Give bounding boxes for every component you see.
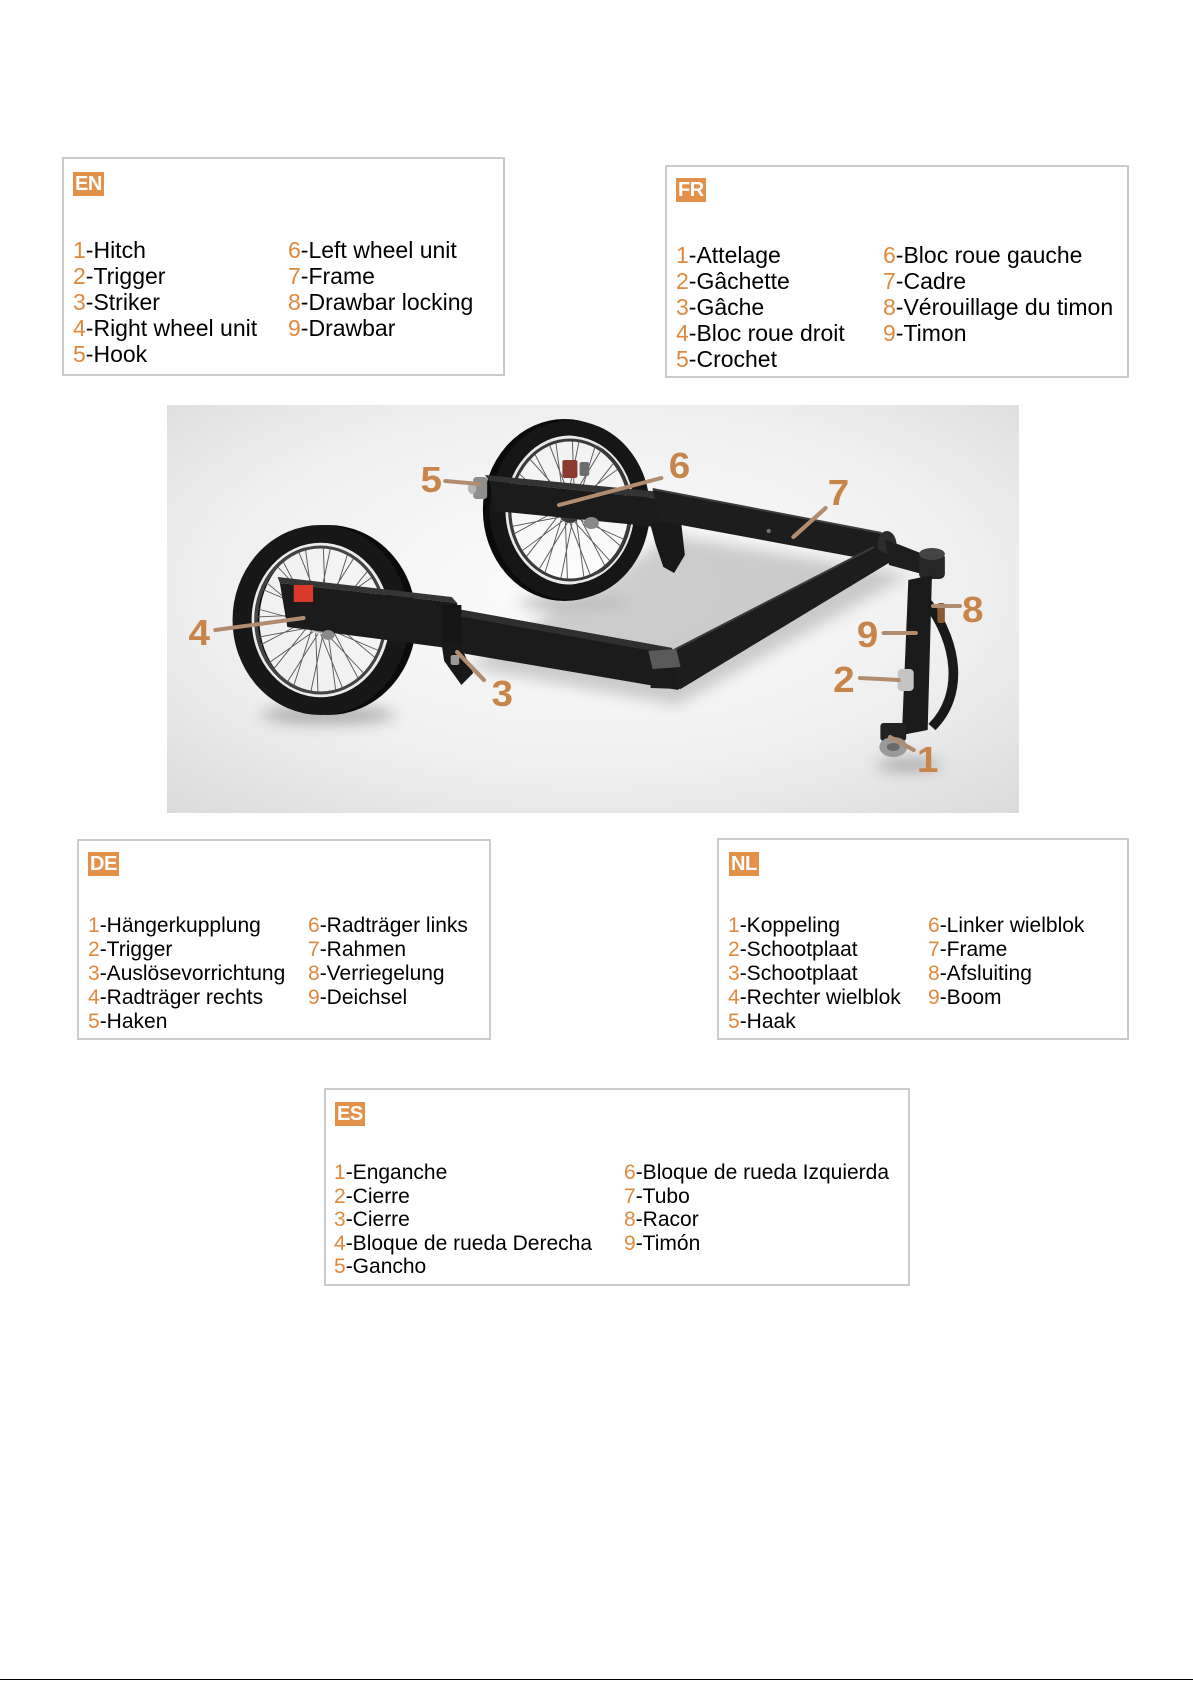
part-name: -Bloc roue gauche: [895, 242, 1083, 268]
callout-8: 8: [962, 589, 984, 630]
part-name: -Koppeling: [739, 914, 841, 937]
part-name: -Striker: [85, 289, 160, 315]
legend-item: [624, 1232, 889, 1256]
part-number: 8: [624, 1208, 636, 1231]
callout-6: 6: [668, 445, 691, 486]
part-number: 4: [88, 986, 100, 1009]
part-name: -Gancho: [345, 1255, 427, 1278]
parts-list-en: [73, 237, 473, 367]
part-number: 7: [624, 1184, 636, 1208]
part-name: -Cierre: [345, 1184, 410, 1208]
language-tag-de: DE: [90, 853, 117, 875]
legend-item: [288, 315, 473, 341]
rear-reflector: [562, 460, 577, 478]
part-number: 3: [88, 962, 100, 985]
legend-item: [928, 986, 1084, 1010]
part-number: 4: [73, 315, 86, 341]
part-number: 9: [928, 986, 940, 1009]
legend-box-en: [62, 157, 505, 376]
language-tag-fr: FR: [678, 179, 704, 201]
part-number: 6: [624, 1161, 636, 1184]
legend-item: [88, 914, 308, 938]
part-number: 1: [728, 914, 740, 937]
legend-item: [883, 294, 1113, 320]
part-name: -Attelage: [688, 242, 781, 268]
legend-item: [288, 237, 473, 263]
part-name: -Gâchette: [688, 268, 790, 294]
legend-item: [928, 914, 1084, 938]
part-name: -Racor: [635, 1208, 699, 1231]
legend-box-fr: [665, 165, 1129, 378]
legend-item: [73, 237, 288, 263]
part-name: -Trigger: [85, 263, 166, 289]
part-name: -Schootplaat: [739, 962, 858, 985]
legend-item: [676, 320, 883, 346]
part-name: -Vérouillage du timon: [895, 294, 1114, 320]
legend-item: [334, 1255, 624, 1279]
trailer-chassis-diagram: [167, 405, 1019, 813]
part-name: -Crochet: [688, 346, 777, 372]
part-name: -Haken: [99, 1010, 168, 1033]
part-number: 8: [928, 962, 940, 985]
part-number: 1: [73, 237, 86, 263]
part-name: -Afsluiting: [939, 962, 1032, 985]
legend-item: [308, 938, 468, 962]
legend-item: [73, 315, 288, 341]
language-tag-es: ES: [337, 1103, 363, 1125]
legend-item: [334, 1185, 624, 1209]
part-name: -Radträger links: [319, 914, 468, 937]
legend-item: [728, 1010, 928, 1034]
part-name: -Hitch: [85, 237, 146, 263]
part-number: 4: [676, 320, 689, 346]
legend-item: [624, 1185, 889, 1209]
legend-item: [288, 289, 473, 315]
part-name: -Tubo: [635, 1184, 690, 1208]
part-name: -Schootplaat: [739, 938, 858, 961]
legend-item: [676, 242, 883, 268]
part-number: 3: [728, 962, 740, 985]
footer-rule: [0, 1679, 1193, 1680]
part-number: 9: [288, 315, 301, 341]
legend-item: [88, 1010, 308, 1034]
legend-item: [928, 962, 1084, 986]
part-number: 7: [308, 938, 320, 961]
part-name: -Left wheel unit: [300, 237, 457, 263]
part-number: 5: [728, 1010, 740, 1033]
part-name: -Gâche: [688, 294, 765, 320]
leader-2: [860, 678, 899, 680]
part-name: -Trigger: [99, 938, 173, 961]
part-number: 2: [88, 938, 100, 961]
legend-item: [728, 962, 928, 986]
part-number: 4: [334, 1231, 346, 1255]
part-name: -Haak: [739, 1010, 796, 1033]
part-number: 8: [288, 289, 301, 315]
side-reflector: [294, 585, 313, 602]
callout-2: 2: [833, 659, 855, 700]
parts-list-fr: [676, 242, 1113, 372]
part-number: 2: [334, 1184, 346, 1208]
part-name: -Timon: [895, 320, 967, 346]
legend-item: [334, 1161, 624, 1185]
legend-item: [883, 320, 1113, 346]
part-name: -Bloc roue droit: [688, 320, 845, 346]
language-tag-nl: NL: [731, 853, 757, 875]
part-name: -Drawbar: [300, 315, 396, 341]
part-name: -Verriegelung: [319, 962, 445, 985]
part-number: 5: [88, 1010, 100, 1033]
language-tag-en: EN: [75, 173, 102, 195]
legend-item: [73, 263, 288, 289]
part-number: 8: [308, 962, 320, 985]
part-number: 1: [676, 242, 689, 268]
part-name: -Frame: [300, 263, 375, 289]
legend-item: [728, 938, 928, 962]
part-number: 7: [928, 938, 940, 961]
part-number: 1: [88, 914, 100, 937]
part-name: -Cadre: [895, 268, 967, 294]
part-number: 4: [728, 986, 740, 1009]
part-number: 9: [624, 1231, 636, 1255]
part-number: 7: [883, 268, 896, 294]
part-name: -Cierre: [345, 1208, 410, 1231]
legend-box-nl: [717, 838, 1129, 1040]
part-name: -Enganche: [345, 1161, 448, 1184]
part-name: -Hook: [85, 341, 148, 367]
callout-1: 1: [916, 739, 939, 780]
callout-4: 4: [188, 612, 210, 653]
parts-list-es: [334, 1161, 889, 1279]
part-number: 5: [334, 1255, 346, 1278]
part-name: -Auslösevorrichtung: [99, 962, 286, 985]
part-number: 3: [334, 1208, 346, 1231]
legend-item: [308, 962, 468, 986]
part-name: -Boom: [939, 986, 1002, 1009]
legend-item: [928, 938, 1084, 962]
part-number: 9: [308, 986, 320, 1009]
part-name: -Bloque de rueda Derecha: [345, 1231, 593, 1255]
part-name: -Drawbar locking: [300, 289, 474, 315]
legend-item: [883, 242, 1113, 268]
part-number: 8: [883, 294, 896, 320]
legend-item: [88, 938, 308, 962]
legend-box-es: [324, 1088, 910, 1286]
part-name: -Linker wielblok: [939, 914, 1085, 937]
legend-item: [676, 268, 883, 294]
part-number: 2: [676, 268, 689, 294]
part-number: 7: [288, 263, 301, 289]
part-number: 5: [73, 341, 86, 367]
legend-item: [288, 263, 473, 289]
legend-item: [73, 341, 288, 367]
legend-item: [88, 986, 308, 1010]
parts-list-de: [88, 914, 468, 1034]
legend-item: [728, 914, 928, 938]
legend-item: [308, 986, 468, 1010]
part-name: -Radträger rechts: [99, 986, 264, 1009]
legend-item: [308, 914, 468, 938]
legend-item: [676, 346, 883, 372]
part-name: -Bloque de rueda Izquierda: [635, 1161, 890, 1184]
part-number: 3: [676, 294, 689, 320]
part-number: 3: [73, 289, 86, 315]
callout-3: 3: [491, 673, 513, 714]
legend-box-de: [77, 839, 491, 1040]
part-number: 6: [288, 237, 301, 263]
part-number: 9: [883, 320, 896, 346]
legend-item: [88, 962, 308, 986]
part-name: -Deichsel: [319, 986, 408, 1009]
legend-item: [676, 294, 883, 320]
part-name: -Frame: [939, 938, 1008, 961]
part-number: 1: [334, 1161, 346, 1184]
part-name: -Right wheel unit: [85, 315, 258, 341]
callout-5: 5: [420, 459, 443, 500]
callout-9: 9: [856, 614, 879, 655]
legend-item: [73, 289, 288, 315]
part-number: 2: [73, 263, 86, 289]
legend-item: [334, 1232, 624, 1256]
part-name: -Timón: [635, 1231, 701, 1255]
legend-item: [728, 986, 928, 1010]
part-number: 6: [928, 914, 940, 937]
parts-list-nl: [728, 914, 1084, 1034]
part-number: 2: [728, 938, 740, 961]
legend-item: [624, 1208, 889, 1232]
part-number: 5: [676, 346, 689, 372]
part-number: 6: [883, 242, 896, 268]
legend-item: [883, 268, 1113, 294]
legend-item: [624, 1161, 889, 1185]
part-name: -Hängerkupplung: [99, 914, 261, 937]
legend-item: [334, 1208, 624, 1232]
part-name: -Rahmen: [319, 938, 407, 961]
part-name: -Rechter wielblok: [739, 986, 901, 1009]
callout-7: 7: [827, 472, 850, 513]
part-number: 6: [308, 914, 320, 937]
